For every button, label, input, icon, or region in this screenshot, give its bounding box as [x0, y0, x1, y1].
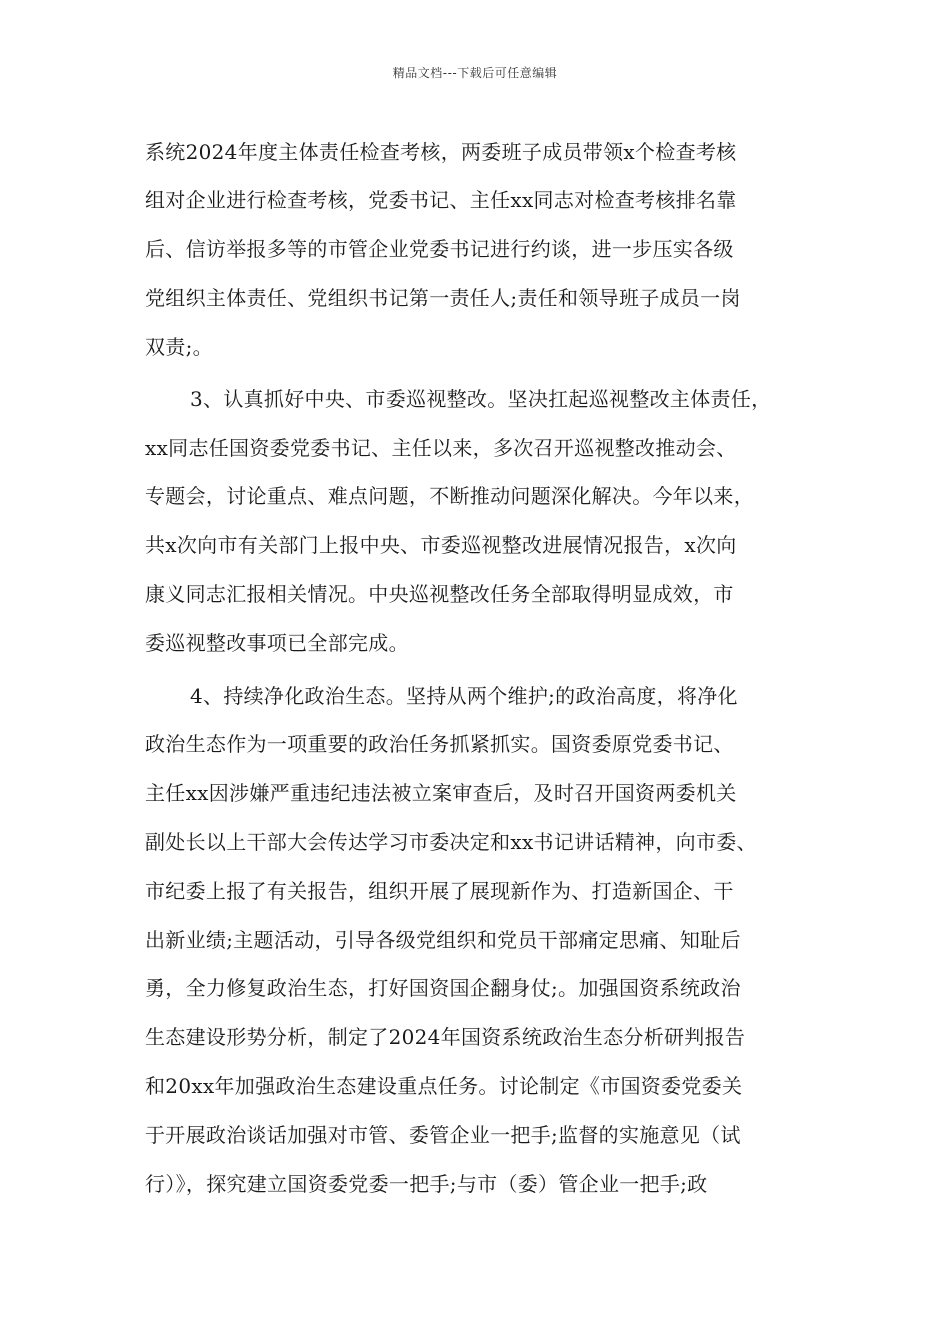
text-line: 和20xx年加强政治生态建设重点任务。讨论制定《市国资委党委关	[145, 1074, 743, 1098]
page-header: 精品文档---下载后可任意编辑	[392, 66, 558, 80]
paragraph-4-first-line: 4、持续净化政治生态。坚持从两个维护;的政治高度，将净化	[190, 684, 738, 708]
text-line: 市纪委上报了有关报告，组织开展了展现新作为、打造新国企、干	[145, 879, 734, 903]
text-line: 副处长以上干部大会传达学习市委决定和xx书记讲话精神，向市委、	[145, 830, 757, 854]
text-line: 党组织主体责任、党组织书记第一责任人;责任和领导班子成员一岗	[145, 286, 741, 310]
text-line: xx同志任国资委党委书记、主任以来，多次召开巡视整改推动会、	[145, 436, 737, 460]
text-line: 后、信访举报多等的市管企业党委书记进行约谈，进一步压实各级	[145, 237, 734, 261]
text-line: 政治生态作为一项重要的政治任务抓紧抓实。国资委原党委书记、	[145, 732, 734, 756]
text-line: 系统2024年度主体责任检查考核，两委班子成员带领x个检查考核	[145, 140, 737, 164]
text-line: 行）》，探究建立国资委党委一把手;与市（委）管企业一把手;政	[145, 1172, 708, 1196]
text-line: 组对企业进行检查考核，党委书记、主任xx同志对检查考核排名靠	[145, 188, 737, 212]
text-line: 主任xx因涉嫌严重违纪违法被立案审查后，及时召开国资两委机关	[145, 781, 737, 805]
text-line: 专题会，讨论重点、难点问题，不断推动问题深化解决。今年以来，	[145, 484, 754, 508]
text-line: 双责;。	[145, 335, 213, 359]
paragraph-3-first-line: 3、认真抓好中央、市委巡视整改。坚决扛起巡视整改主体责任，	[190, 387, 772, 411]
text-line: 生态建设形势分析，制定了2024年国资系统政治生态分析研判报告	[145, 1025, 746, 1049]
text-line: 委巡视整改事项已全部完成。	[145, 631, 409, 655]
text-line: 共x次向市有关部门上报中央、市委巡视整改进展情况报告，x次向	[145, 533, 737, 557]
text-line: 于开展政治谈话加强对市管、委管企业一把手;监督的实施意见（试	[145, 1123, 741, 1147]
text-line: 出新业绩;主题活动，引导各级党组织和党员干部痛定思痛、知耻后	[145, 928, 741, 952]
text-line: 康义同志汇报相关情况。中央巡视整改任务全部取得明显成效，市	[145, 582, 734, 606]
text-line: 勇，全力修复政治生态，打好国资国企翻身仗;。加强国资系统政治	[145, 976, 741, 1000]
